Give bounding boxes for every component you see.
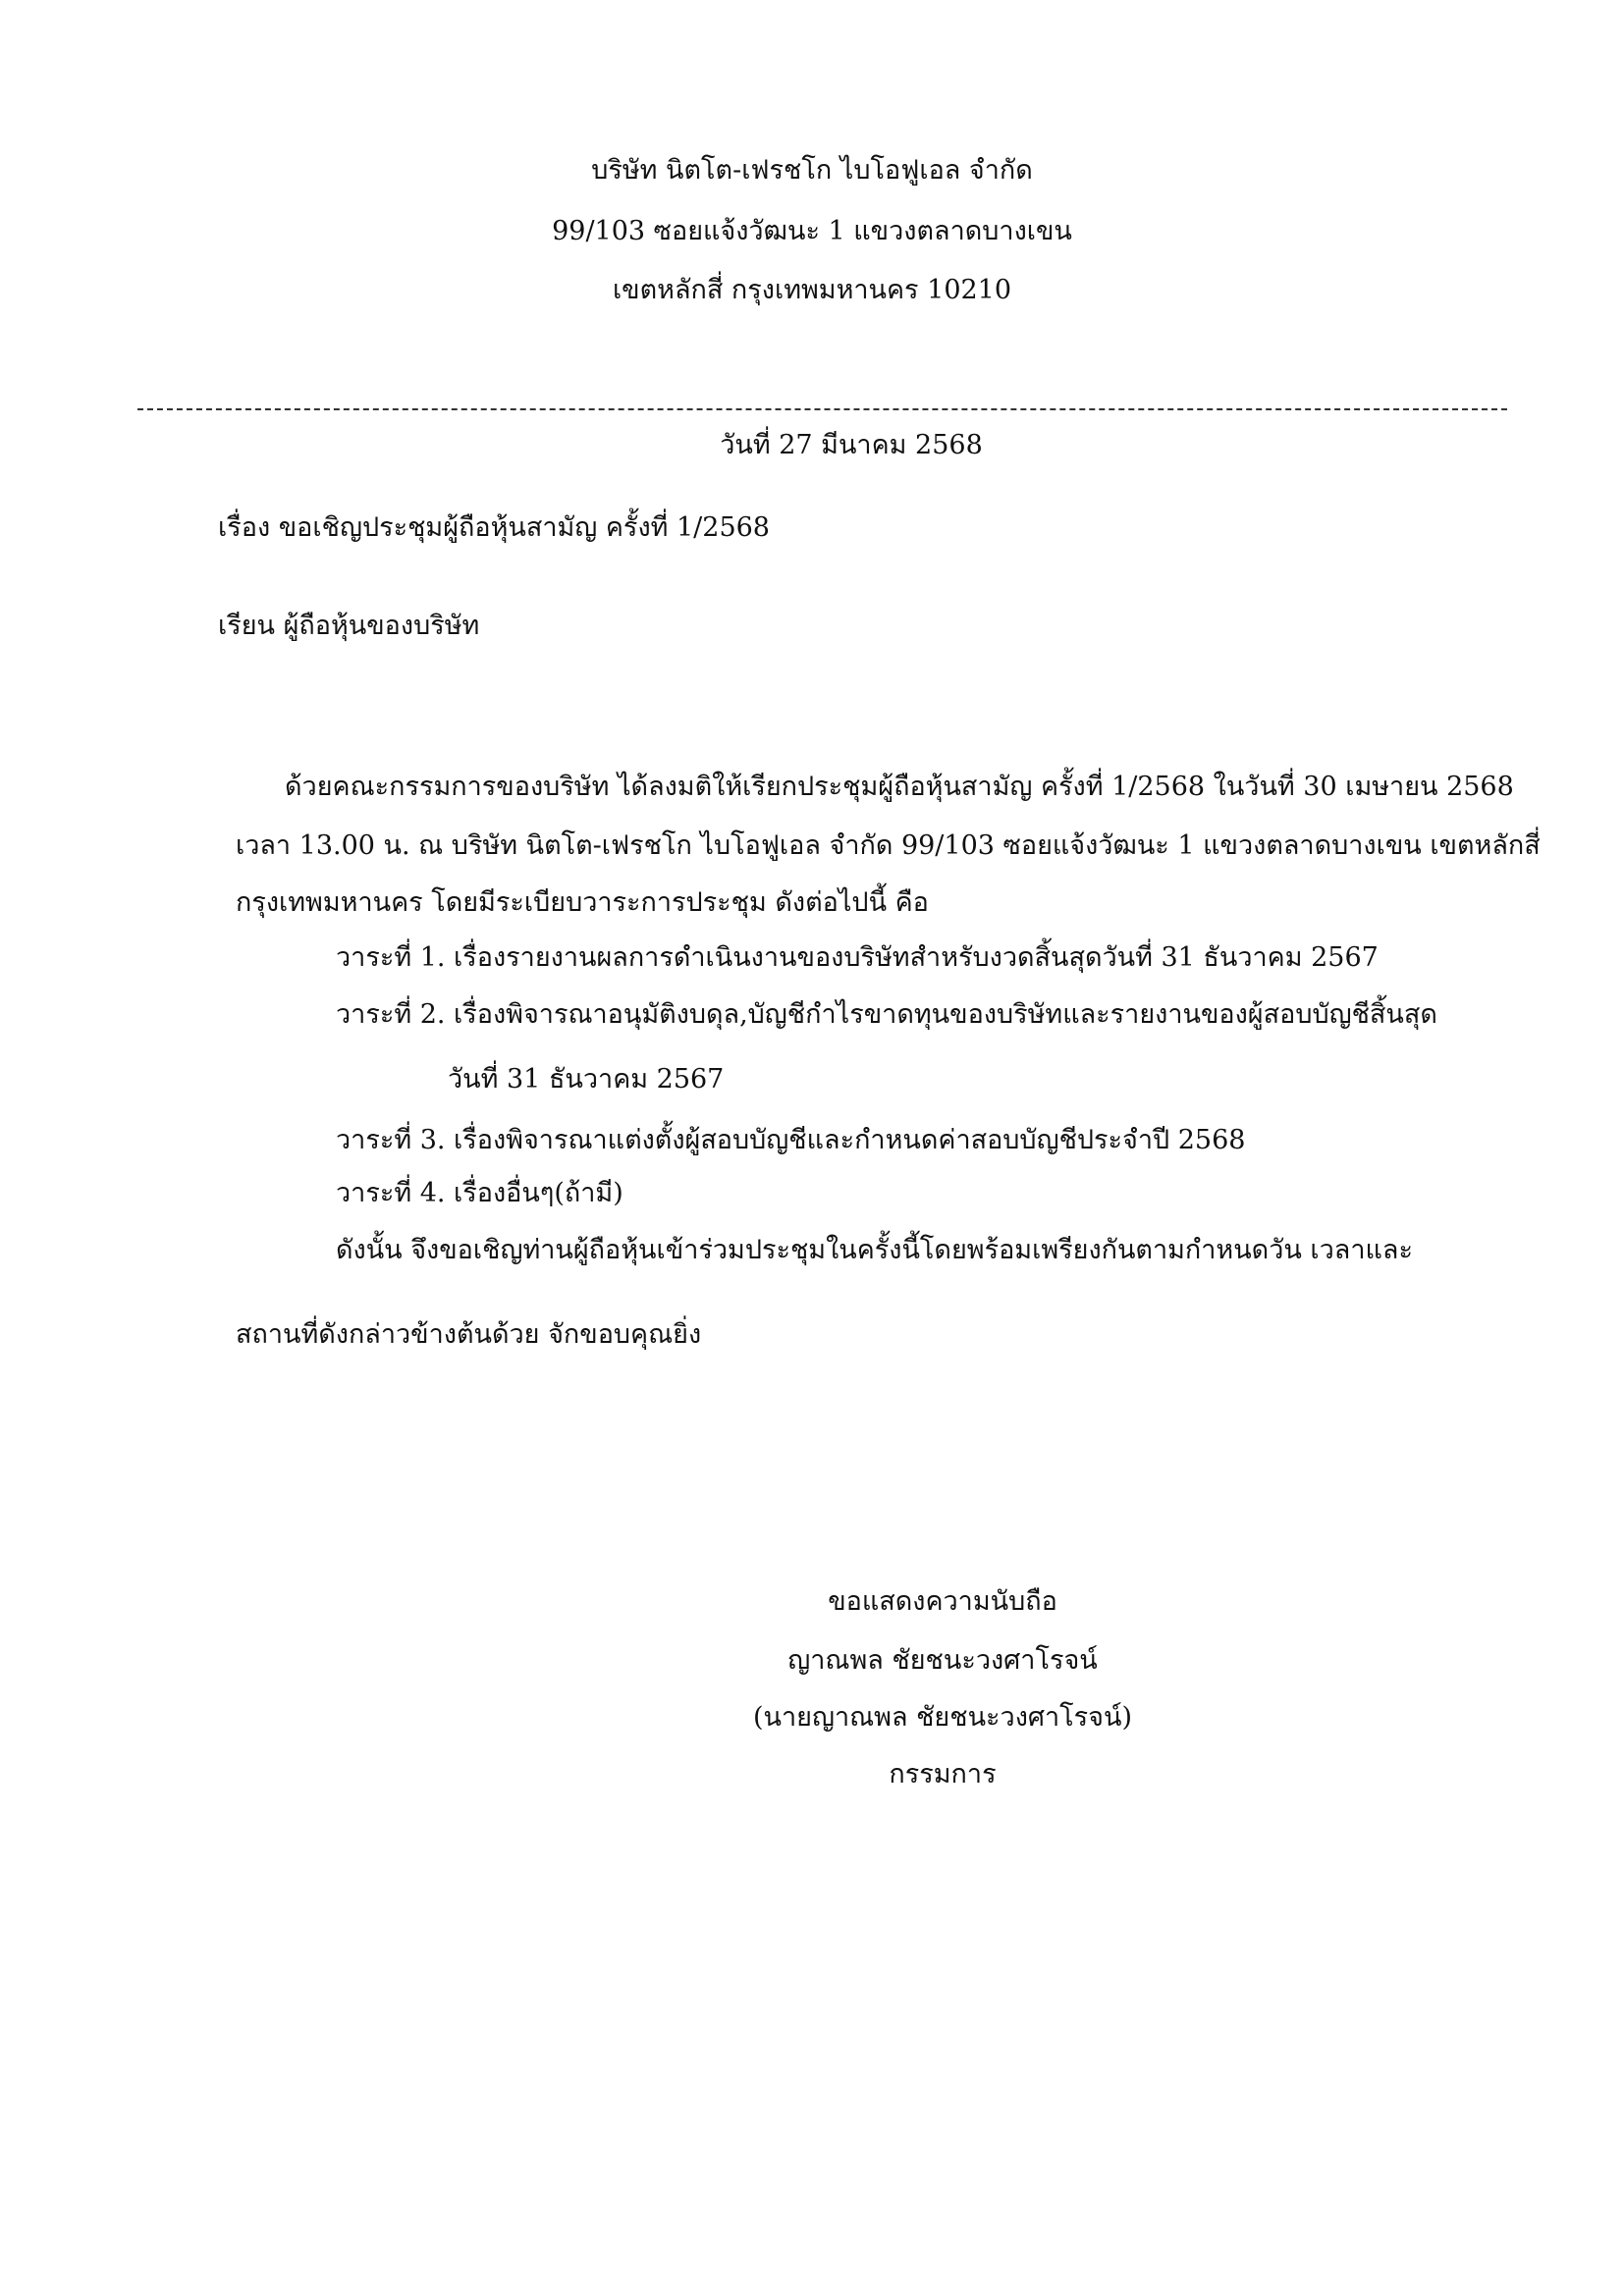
agenda-item-1: วาระที่ 1. เรื่องรายงานผลการดำเนินงานของบริษัทสำหรับงวดสิ้นสุดวันที่ 31 ธันวาคม 2567 — [336, 942, 1379, 973]
header-divider — [137, 408, 1507, 410]
body-paragraph-line-3: กรุงเทพมหานคร โดยมีระเบียบวาระการประชุม ดังต่อไปนี้ คือ — [236, 887, 929, 918]
signature-signed-name: ญาณพล ชัยชนะวงศาโรจน์ — [787, 1645, 1098, 1676]
body-paragraph-line-2: เวลา 13.00 น. ณ บริษัท นิตโต-เฟรชโก ไบโอฟูเอล จำกัด 99/103 ซอยแจ้งวัฒนะ 1 แขวงตลาดบางเขน เขตหลักสี่ — [236, 830, 1541, 861]
address-line-2: เขตหลักสี่ กรุงเทพมหานคร 10210 — [612, 275, 1012, 305]
agenda-item-2-continued: วันที่ 31 ธันวาคม 2567 — [448, 1064, 725, 1095]
letter-date: วันที่ 27 มีนาคม 2568 — [720, 430, 983, 460]
agenda-item-3: วาระที่ 3. เรื่องพิจารณาแต่งตั้งผู้สอบบัญชีและกำหนดค่าสอบบัญชีประจำปี 2568 — [336, 1125, 1246, 1155]
signature-full-name: (นายญาณพล ชัยชนะวงศาโรจน์) — [752, 1702, 1132, 1733]
closing-line-2: สถานที่ดังกล่าวข้างต้นด้วย จักขอบคุณยิ่ง — [236, 1319, 702, 1350]
company-name: บริษัท นิตโต-เฟรชโก ไบโอฟูเอล จำกัด — [591, 155, 1033, 186]
closing-line-1: ดังนั้น จึงขอเชิญท่านผู้ถือหุ้นเข้าร่วมประชุมในครั้งนี้โดยพร้อมเพรียงกันตามกำหนดวัน เวลาและ — [336, 1235, 1413, 1265]
letter-subject: เรื่อง ขอเชิญประชุมผู้ถือหุ้นสามัญ ครั้งที่ 1/2568 — [218, 512, 770, 543]
body-paragraph-line-1: ด้วยคณะกรรมการของบริษัท ได้ลงมติให้เรียกประชุมผู้ถือหุ้นสามัญ ครั้งที่ 1/2568 ในวันที่ 30 เมษายน 2568 — [285, 772, 1514, 802]
agenda-item-2: วาระที่ 2. เรื่องพิจารณาอนุมัติงบดุล,บัญชีกำไรขาดทุนของบริษัทและรายงานของผู้สอบบัญชีสิ้นสุด — [336, 999, 1437, 1030]
letter-salutation: เรียน ผู้ถือหุ้นของบริษัท — [218, 611, 480, 641]
signature-position: กรรมการ — [889, 1759, 997, 1789]
agenda-item-4: วาระที่ 4. เรื่องอื่นๆ(ถ้ามี) — [336, 1178, 623, 1208]
address-line-1: 99/103 ซอยแจ้งวัฒนะ 1 แขวงตลาดบางเขน — [552, 216, 1072, 246]
signature-regards: ขอแสดงความนับถือ — [828, 1586, 1057, 1617]
